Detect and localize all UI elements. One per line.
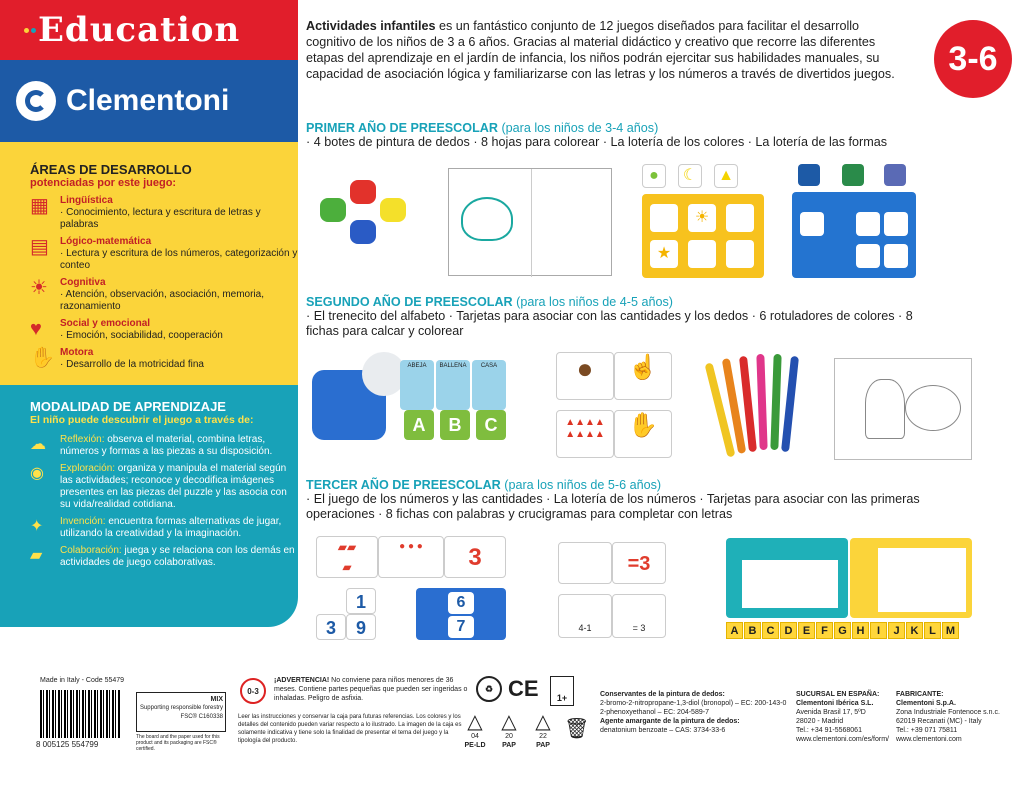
maker-block — [896, 690, 1016, 744]
area-desc: · Desarrollo de la motricidad fina — [60, 359, 204, 370]
color-lotto-image: ● ☾ ▲ ☀ ★ — [642, 164, 764, 278]
letter-tile: C — [762, 622, 779, 639]
modalidad-item — [30, 434, 298, 458]
modalidad-item — [30, 463, 298, 511]
equation-result: =3 — [612, 542, 666, 584]
modalidad-title: MODALIDAD DE APRENDIZAJE — [30, 399, 226, 414]
branch-title: SUCURSAL EN ESPAÑA: — [796, 691, 880, 698]
area-desc: · Emoción, sociabilidad, cooperación — [60, 330, 223, 341]
modalidad-desc: juega y se relaciona con los demás en actividades de juego colaborativas. — [60, 545, 295, 568]
number-card: 9 — [346, 614, 376, 640]
education-title: Education — [38, 10, 241, 50]
recycle-num: 20 — [505, 733, 513, 740]
area-item — [30, 195, 298, 231]
area-item — [30, 277, 298, 313]
intro-bold: Actividades infantiles — [306, 19, 436, 33]
area-name: Social y emocional — [60, 318, 151, 329]
maker-address: Zona Industriale Fontenoce s.n.c. 62019 Recanati (MC) - Italy Tel.: +39 071 75811 www.clementoni.com — [896, 709, 1000, 743]
preservatives-body: 2-bromo-2-nitropropane-1,3-diol (bronopol) – EC: 200-143-0 2-phenoxyethanol – EC: 204-589-7 — [600, 700, 787, 716]
recycle-mark: △ 04 PE-LD — [460, 712, 490, 750]
section-first-year — [306, 121, 946, 150]
preservatives-block — [600, 690, 790, 735]
areas-panel — [0, 142, 298, 385]
modalidad-subtitle: El niño puede descubrir el juego a través de: — [30, 414, 254, 426]
age-warning-icon: 0-3 — [240, 678, 266, 704]
number-card: 1 — [346, 588, 376, 614]
modalidad-item — [30, 545, 298, 569]
recycle-num: 04 — [471, 733, 479, 740]
modalidad-item — [30, 516, 298, 540]
modalidad-desc: organiza y manipula el material según las actividades; reconoce y decodifica imágenes presentes en las piezas del puzzle y las asocia con su vida/realidad cotidiana. — [60, 463, 287, 510]
barcode-digits: 8 005125 554799 — [36, 740, 99, 749]
area-item — [30, 236, 298, 272]
section-ages: (para los niños de 3-4 años) — [497, 121, 659, 135]
keep-box-text: Leer las instrucciones y conservar la caja para futuras referencias. Los colores y los detalles del contenido pueden variar respecto a lo ilustrado. La imagen de la caja es solamente indicativa y tiene solo la finalidad de presentar el tema del juego y la tipología del producto. — [238, 714, 462, 744]
crossword-sheet-image — [726, 538, 848, 618]
brand-name: Clementoni — [66, 84, 230, 117]
train-letter: B — [440, 410, 470, 440]
branch-address: Avenida Brasil 17, 5ºD 28020 - Madrid Tel.: +34 91-5568061 www.clementoni.com/es/form/ — [796, 709, 889, 743]
abc-blocks-icon: ▦ — [30, 195, 49, 217]
letter-tile: K — [906, 622, 923, 639]
alphabet-train-image — [312, 352, 508, 446]
areas-title: ÁREAS DE DESARROLLO — [30, 162, 192, 177]
section-ages: (para los niños de 4-5 años) — [512, 295, 673, 309]
train-word: CASA — [472, 360, 506, 410]
letter-tile: H — [852, 622, 869, 639]
fsc-code: FSC® C160338 — [180, 714, 223, 720]
section-second-year — [306, 295, 946, 339]
fsc-note: The board and the paper used for this product and its packaging are FSC® certified. — [136, 734, 220, 752]
number-card: 3 — [316, 614, 346, 640]
area-item — [30, 318, 298, 342]
letter-tile: D — [780, 622, 797, 639]
brand-banner — [0, 60, 298, 142]
number-card: 3 — [444, 536, 506, 578]
tracing-sheet-image — [834, 358, 972, 460]
education-banner — [0, 0, 298, 60]
bin-icon: 🗑 — [564, 718, 590, 740]
letter-tile: A — [726, 622, 743, 639]
finger-cards-image: ● ☝ ▲▲▲▲ ▲▲▲▲ ✋ — [556, 352, 674, 460]
letter-tile: B — [744, 622, 761, 639]
section-third-year — [306, 478, 986, 522]
bitter-title: Agente amargante de la pintura de dedos: — [600, 718, 740, 725]
area-name: Motora — [60, 347, 94, 358]
recycle-mark: △ 20 PAP — [494, 712, 524, 750]
markers-image — [712, 352, 802, 462]
modalidad-name: Invención: — [60, 516, 106, 527]
fsc-mix: MIX — [210, 696, 223, 703]
modalidad-name: Colaboración: — [60, 545, 122, 556]
section-title: TERCER AÑO DE PREESCOLAR — [306, 478, 501, 492]
area-item — [30, 347, 298, 371]
letter-tile: I — [870, 622, 887, 639]
maker-name: Clementoni S.p.A. — [896, 700, 956, 707]
modalidad-name: Reflexión: — [60, 434, 105, 445]
recycle-label: PAP — [502, 742, 516, 749]
section-items: · 4 botes de pintura de dedos · 8 hojas para colorear · La lotería de los colores · La lotería de las formas — [306, 135, 888, 149]
section-items: · El juego de los números y las cantidades · La lotería de los números · Tarjetas para asociar con las primeras operaciones · 8 fichas con palabras y crucigramas para completar con letras — [306, 492, 920, 521]
barcode — [40, 690, 120, 738]
train-word: BALLENA — [436, 360, 470, 410]
area-desc: · Lectura y escritura de los números, categorización y conteo — [60, 248, 298, 271]
letter-tile: J — [888, 622, 905, 639]
branch-block — [796, 690, 896, 744]
train-word: ABEJA — [400, 360, 434, 410]
heart-icon: ♥ — [30, 318, 42, 340]
warning-text — [274, 676, 474, 703]
made-in: Made in Italy - Code 55479 — [40, 677, 125, 684]
coloring-sheet-image — [448, 168, 612, 276]
letter-tile: E — [798, 622, 815, 639]
fsc-sub: Supporting responsible forestry — [139, 705, 223, 711]
modalidad-name: Exploración: — [60, 463, 116, 474]
hand-icon: ✋ — [30, 347, 55, 369]
train-letter: A — [404, 410, 434, 440]
fsc-logo — [136, 692, 226, 732]
eye-icon: ◉ — [30, 465, 44, 482]
preservatives-title: Conservantes de la pintura de dedos: — [600, 691, 725, 698]
section-ages: (para los niños de 5-6 años) — [500, 478, 662, 492]
recycle-label: PAP — [536, 742, 550, 749]
recycling-icon: ♻ — [476, 676, 502, 702]
modalidad-panel — [0, 385, 298, 627]
number-card: 7 — [448, 616, 474, 638]
recycle-label: PE-LD — [464, 742, 486, 749]
equation-right: = 3 — [612, 594, 666, 638]
modalidad-desc: encuentra formas alternativas de jugar, utilizando la creatividad y la imaginación. — [60, 516, 282, 539]
warning-bold: ¡ADVERTENCIA! — [274, 677, 330, 684]
area-desc: · Atención, observación, asociación, memoria, razonamiento — [60, 289, 264, 312]
numbers-quantities-image: ▰▰ ▰ ● ● ● 3 1 3 9 6 7 — [316, 536, 512, 640]
letter-tile: F — [816, 622, 833, 639]
word-sheet-image — [850, 538, 972, 618]
intro-body: es un fantástico conjunto de 12 juegos diseñados para facilitar el desarrollo cognitivo de los niños de 3 a 6 años. Gracias al material didáctico y creativo que recorre las diferentes etapas del aprendizaje en el jardín de infancia, los niños podrán ejercitar sus habilidades manuales, su capacidad de asociación lógica y familiarizarse con las letras y los números a través de divertidos juegos. — [306, 19, 895, 81]
lightbulb-icon: ☀ — [30, 277, 48, 299]
area-desc: · Conocimiento, lectura y escritura de letras y palabras — [60, 207, 261, 230]
clementoni-logo-icon — [16, 81, 56, 121]
letter-tiles — [726, 622, 959, 639]
area-name: Lógico-matemática — [60, 236, 152, 247]
areas-subtitle: potenciadas por este juego: — [30, 177, 177, 189]
section-title: SEGUNDO AÑO DE PREESCOLAR — [306, 295, 513, 309]
section-items: · El trenecito del alfabeto · Tarjetas para asociar con las cantidades y los dedos · 6 rotuladores de colores · 8 fichas para calcar y colorear — [306, 309, 913, 338]
paint-pots-image — [310, 178, 410, 248]
letter-tile: M — [942, 622, 959, 639]
recycle-num: 22 — [539, 733, 547, 740]
abacus-icon: ▤ — [30, 236, 49, 258]
branch-name: Clementoni Ibérica S.L. — [796, 700, 874, 707]
recycle-mark: △ 22 PAP — [528, 712, 558, 750]
shape-lotto-image — [792, 164, 916, 278]
operations-cards-image — [558, 542, 668, 638]
magic-wand-icon: ✦ — [30, 518, 44, 535]
section-title: PRIMER AÑO DE PREESCOLAR — [306, 121, 498, 135]
train-letter: C — [476, 410, 506, 440]
intro-text — [306, 18, 906, 82]
age-badge: 3-6 — [934, 20, 1012, 98]
maker-title: FABRICANTE: — [896, 691, 944, 698]
warning-body: No conviene para niños menores de 36 meses. Contiene partes pequeñas que pueden ser ingeridas o inhaladas. Peligro de asfixia. — [274, 677, 468, 702]
number-card: 6 — [448, 592, 474, 614]
age-icon: 1+ — [550, 676, 574, 706]
letter-tile: L — [924, 622, 941, 639]
bitter-body: denatonium benzoate – CAS: 3734-33-6 — [600, 727, 726, 734]
ce-mark: CE — [508, 676, 539, 701]
modalidad-desc: observa el material, combina letras, números y formas a las piezas a su disposición. — [60, 434, 273, 457]
area-name: Cognitiva — [60, 277, 106, 288]
brain-icon: ☁ — [30, 436, 46, 453]
letter-tile: G — [834, 622, 851, 639]
equation-left: 4-1 — [558, 594, 612, 638]
speech-bubbles-icon: ▰ — [30, 547, 43, 564]
area-name: Lingüística — [60, 195, 113, 206]
